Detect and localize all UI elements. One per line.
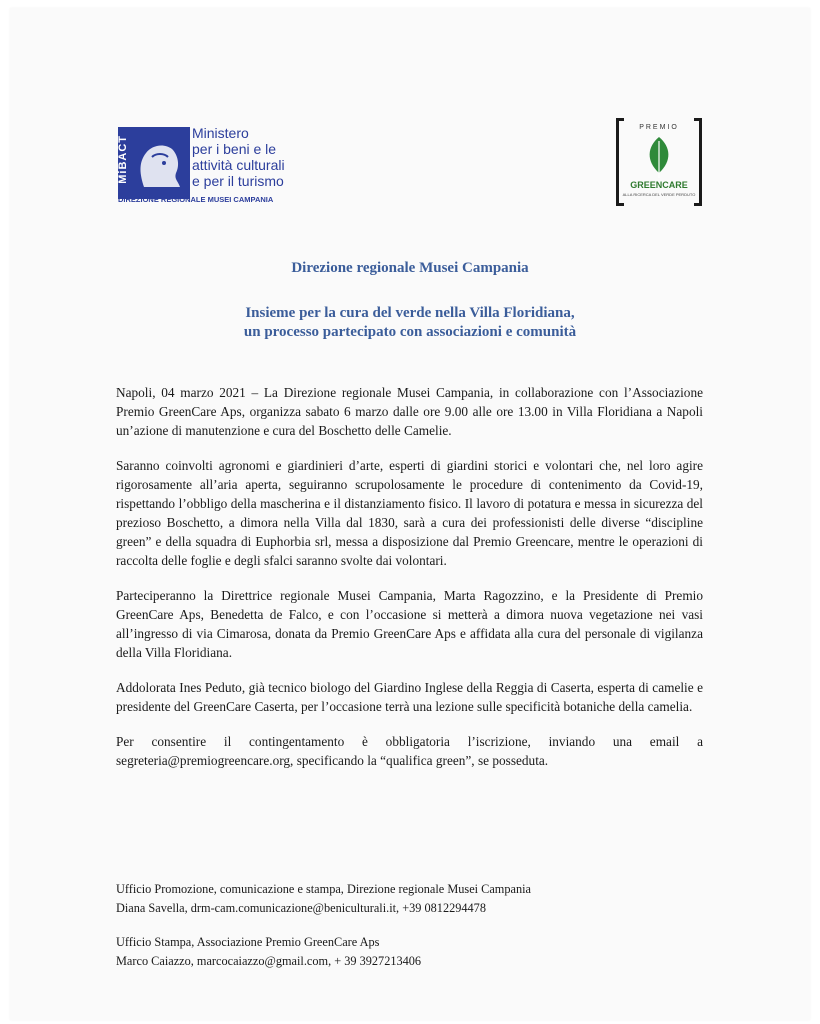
contact-block-drm <box>116 880 703 918</box>
greencare-logo <box>616 118 702 208</box>
title-line-2: un processo partecipato con associazioni e comunità <box>243 324 577 340</box>
org-heading: Direzione regionale Musei Campania <box>291 260 529 276</box>
paragraph-3: Parteciperanno la Direttrice regionale Musei Campania, Marta Ragozzino, e la Presidente di Premio GreenCare Aps, Benedetta de Falco, e con l’occasione si metterà a dimora nuova vegetazione nei vasi all’ingresso di via Cimarosa, donata da Premio GreenCare Aps e affidata alla cura del personale di vigilanza della Villa Floridiana. <box>116 588 703 660</box>
mibact-subtitle: DIREZIONE REGIONALE MUSEI CAMPANIA <box>118 195 274 204</box>
press-contacts <box>116 880 703 986</box>
contact-block-greencare <box>116 933 703 971</box>
mibact-logo <box>118 122 318 212</box>
paragraph-1: Napoli, 04 marzo 2021 – La Direzione regionale Musei Campania, in collaborazione con l’Associazione Premio GreenCare Aps, organizza sabato 6 marzo dalle ore 9.00 alle ore 13.00 in Villa Floridiana a Napoli un’azione di manutenzione e cura del Boschetto delle Camelie. <box>116 385 703 438</box>
leaf-icon <box>644 135 674 179</box>
contact-person-drm: Diana Savella, drm-cam.comunicazione@beniculturali.it, +39 0812294478 <box>116 901 486 915</box>
paragraph-5: Per consentire il contingentamento è obbligatoria l’iscrizione, inviando una email a segreteria@premiogreencare.org, specificando la “qualifica green”, se posseduta. <box>116 734 703 768</box>
paragraph-4: Addolorata Ines Peduto, già tecnico biologo del Giardino Inglese della Reggia di Caserta, esperta di camelie e presidente del GreenCare Caserta, per l’occasione terrà una lezione sulle specificità botaniche della camelia. <box>116 680 703 714</box>
contact-office-greencare: Ufficio Stampa, Associazione Premio GreenCare Aps <box>116 935 380 949</box>
mibact-vertical-text: MiBACT <box>117 135 129 184</box>
contact-person-greencare: Marco Caiazzo, marcocaiazzo@gmail.com, + 39 3927213406 <box>116 954 422 968</box>
paragraph-2: Saranno coinvolti agronomi e giardinieri d’arte, esperti di giardini storici e volontari che, nel loro agire rigorosamente all’aria aperta, seguiranno scrupolosamente le procedure di contenimento da Covid-19, rispettando l’obbligo della mascherina e il distanziamento fisico. Il lavoro di potatura e messa in sicurezza del prezioso Boschetto, a dimora nella Villa dal 1830, sarà a cura dei professionisti delle diverse “discipline green” e della squadra di Euphorbia srl, messa a disposizione dal Premio Greencare, mentre le operazioni di raccolta delle foglie e degli sfalci saranno svolte dai volontari. <box>116 458 703 568</box>
title-line-1: Insieme per la cura del verde nella Villa Floridiana, <box>245 305 575 321</box>
press-release-title <box>0 304 820 342</box>
mibact-emblem <box>118 127 190 199</box>
contact-office-drm: Ufficio Promozione, comunicazione e stampa, Direzione regionale Musei Campania <box>116 882 531 896</box>
greencare-tagline: ALLA RICERCA DEL VERDE PERDUTO <box>622 192 696 197</box>
press-release-body <box>116 383 703 786</box>
greencare-premio-label: PREMIO <box>639 124 679 131</box>
mibact-ministry-name: Ministero per i beni e le attività culturali e per il turismo <box>192 125 285 189</box>
greencare-name: GREENCARE <box>630 180 688 190</box>
